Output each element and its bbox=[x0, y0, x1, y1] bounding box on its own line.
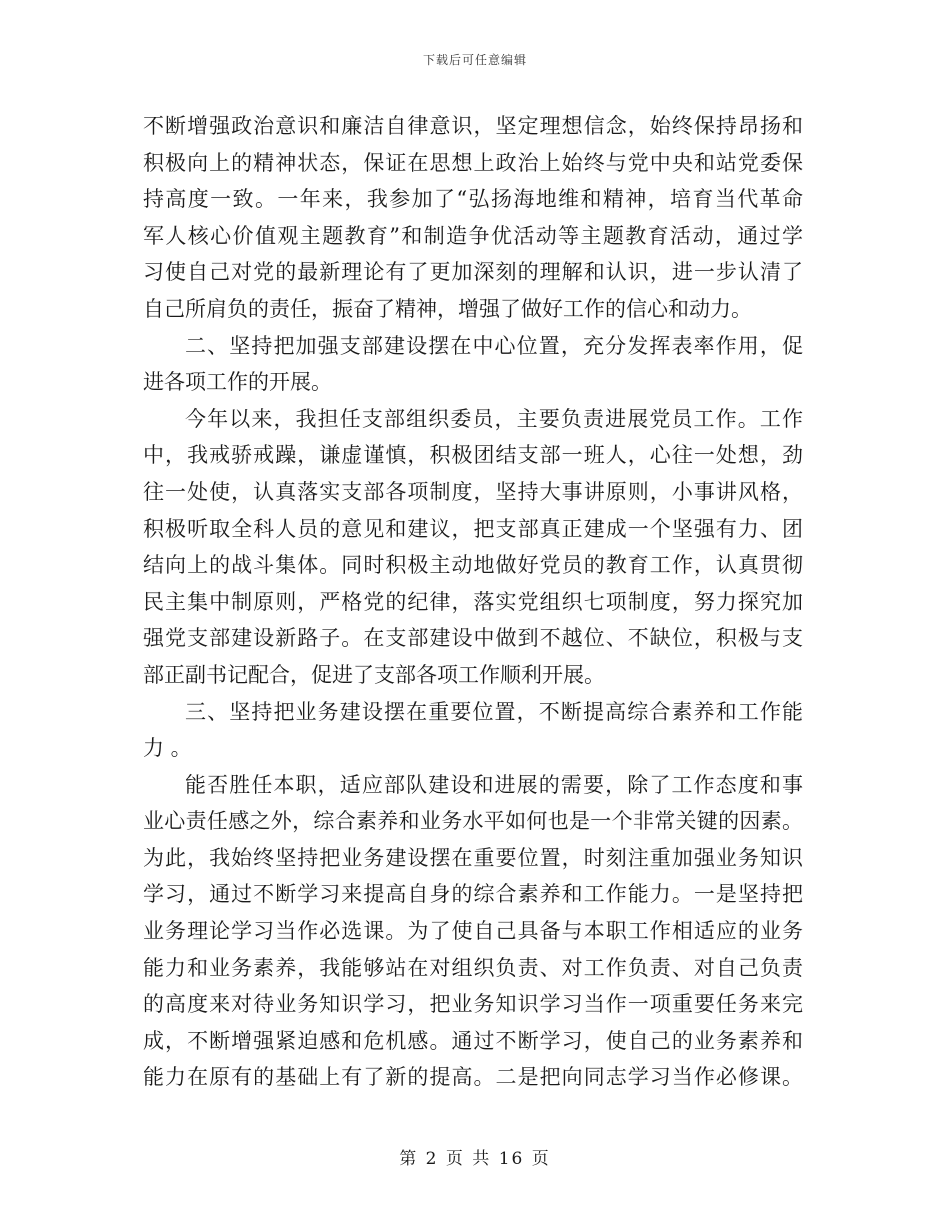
text-line: 部正副书记配合，促进了支部各项工作顺利开展。 bbox=[143, 662, 605, 687]
text-line: 积极听取全科人员的意见和建议，把支部真正建成一个坚强有力、团 bbox=[143, 516, 803, 541]
page-number-footer: 第 2 页 共 16 页 bbox=[399, 1149, 551, 1169]
text-line: 能力在原有的基础上有了新的提高。二是把向同志学习当作必修课。 bbox=[143, 1065, 803, 1090]
text-line: 民主集中制原则，严格党的纪律，落实党组织七项制度，努力探究加 bbox=[143, 589, 803, 614]
text-line: 自己所肩负的责任，振奋了精神，增强了做好工作的信心和动力。 bbox=[143, 296, 752, 321]
text-line: 习使自己对党的最新理论有了更加深刻的理解和认识，进一步认清了 bbox=[143, 260, 803, 285]
text-line: 的高度来对待业务知识学习，把业务知识学习当作一项重要任务来完 bbox=[143, 992, 803, 1017]
text-line: 往一处使，认真落实支部各项制度，坚持大事讲原则，小事讲风格， bbox=[143, 479, 803, 504]
section-heading-line: 二、坚持把加强支部建设摆在中心位置，充分发挥表率作用，促 bbox=[185, 333, 803, 358]
document-body bbox=[143, 108, 803, 1096]
page-header: 下载后可任意编辑 bbox=[422, 53, 527, 67]
text-line: 不断增强政治意识和廉洁自律意识，坚定理想信念，始终保持昂扬和 bbox=[143, 114, 803, 138]
section-heading-line: 力 。 bbox=[143, 736, 192, 761]
section-heading-line: 三、坚持把业务建设摆在重要位置，不断提高综合素养和工作能 bbox=[185, 699, 803, 724]
text-line: 结向上的战斗集体。同时积极主动地做好党员的教育工作，认真贯彻 bbox=[143, 553, 803, 578]
text-line: 中，我戒骄戒躁，谦虚谨慎，积极团结支部一班人，心往一处想，劲 bbox=[143, 443, 803, 468]
text-line: 持高度一致。一年来，我参加了“弘扬海地维和精神，培育当代革命 bbox=[143, 187, 803, 212]
text-line: 积极向上的精神状态，保证在思想上政治上始终与党中央和站党委保 bbox=[143, 150, 803, 175]
text-line: 强党支部建设新路子。在支部建设中做到不越位、不缺位，积极与支 bbox=[143, 626, 803, 651]
text-line: 学习，通过不断学习来提高自身的综合素养和工作能力。一是坚持把 bbox=[143, 882, 803, 907]
text-line: 成，不断增强紧迫感和危机感。通过不断学习，使自己的业务素养和 bbox=[143, 1028, 803, 1053]
text-line: 能否胜任本职，适应部队建设和进展的需要，除了工作态度和事 bbox=[185, 772, 803, 797]
text-line: 能力和业务素养，我能够站在对组织负责、对工作负责、对自己负责 bbox=[143, 955, 803, 980]
text-line: 业心责任感之外，综合素养和业务水平如何也是一个非常关键的因素。 bbox=[143, 809, 803, 834]
section-heading-line: 进各项工作的开展。 bbox=[143, 370, 332, 395]
text-line: 业务理论学习当作必选课。为了使自己具备与本职工作相适应的业务 bbox=[143, 919, 803, 944]
text-line: 今年以来，我担任支部组织委员，主要负责进展党员工作。工作 bbox=[185, 406, 803, 431]
text-line: 军人核心价值观主题教育”和制造争优活动等主题教育活动，通过学 bbox=[143, 223, 803, 248]
text-line: 为此，我始终坚持把业务建设摆在重要位置，时刻注重加强业务知识 bbox=[143, 845, 803, 870]
